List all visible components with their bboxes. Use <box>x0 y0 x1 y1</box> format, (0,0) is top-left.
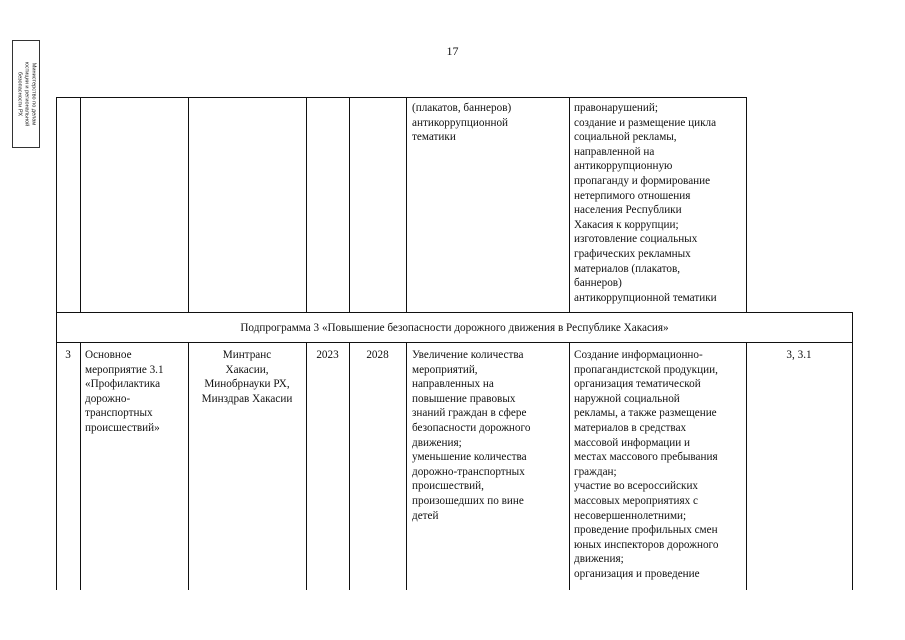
table-line <box>306 342 307 590</box>
table-line <box>852 342 853 590</box>
table-line <box>569 342 570 590</box>
cell-row-number: 3 <box>65 349 71 361</box>
table-line <box>56 342 853 343</box>
cell-end-year: 2028 <box>366 349 389 361</box>
cell-indicators: 3, 3.1 <box>786 349 812 361</box>
cell-results-continued: (плакатов, баннеров) антикоррупционной тематики <box>412 102 512 144</box>
cell-directions: Создание информационно- пропагандистской продукции, организация тематической наружной социальной рекламы, а также размещение материалов в средствах массовой информации и местах массового пребывания граждан; участие во всероссийских массовых мероприятиях с несовершеннолетними; проведение профильных смен юных инспекторов дорожного движения; организация и проведение <box>574 349 719 580</box>
table-line <box>80 97 81 312</box>
cell-measure: Основное мероприятие 3.1 «Профилактика дорожно- транспортных происшествий» <box>85 349 164 434</box>
table-line <box>56 342 57 590</box>
table-line <box>349 342 350 590</box>
page-number: 17 <box>446 44 459 58</box>
table-line <box>406 342 407 590</box>
table-line <box>569 97 570 312</box>
table-line <box>56 312 853 313</box>
subprogram-title: Подпрограмма 3 «Повышение безопасности дорожного движения в Республике Хакасия» <box>240 322 669 334</box>
cell-results: Увеличение количества мероприятий, направленных на повышение правовых знаний граждан в сфере безопасности дорожного движения; уменьшение количества дорожно-транспортных происшествий, произошедших по вине детей <box>412 349 531 522</box>
table-line <box>349 97 350 312</box>
table-line <box>56 97 57 312</box>
table-line <box>80 342 81 590</box>
cell-directions-continued: правонарушений; создание и размещение цикла социальной рекламы, направленной на антикоррупционную пропаганду и формирование нетерпимого отношения населения Республики Хакасия к коррупции; изготовление социальных графических рекламных материалов (плакатов, баннеров) антикоррупционной тематики <box>574 102 717 304</box>
table-line <box>188 97 189 312</box>
registration-stamp <box>12 40 40 148</box>
cell-start-year: 2023 <box>316 349 339 361</box>
table-line <box>406 97 407 312</box>
cell-executors: Минтранс Хакасии, Минобрнауки РХ, Минздрав Хакасии <box>201 349 293 405</box>
table-line <box>746 342 747 590</box>
table-line <box>746 97 747 312</box>
table-line <box>56 97 746 98</box>
table-line <box>306 97 307 312</box>
stamp-text: Министерство по делам юстиции и региональной безопасности РХ <box>16 61 37 127</box>
